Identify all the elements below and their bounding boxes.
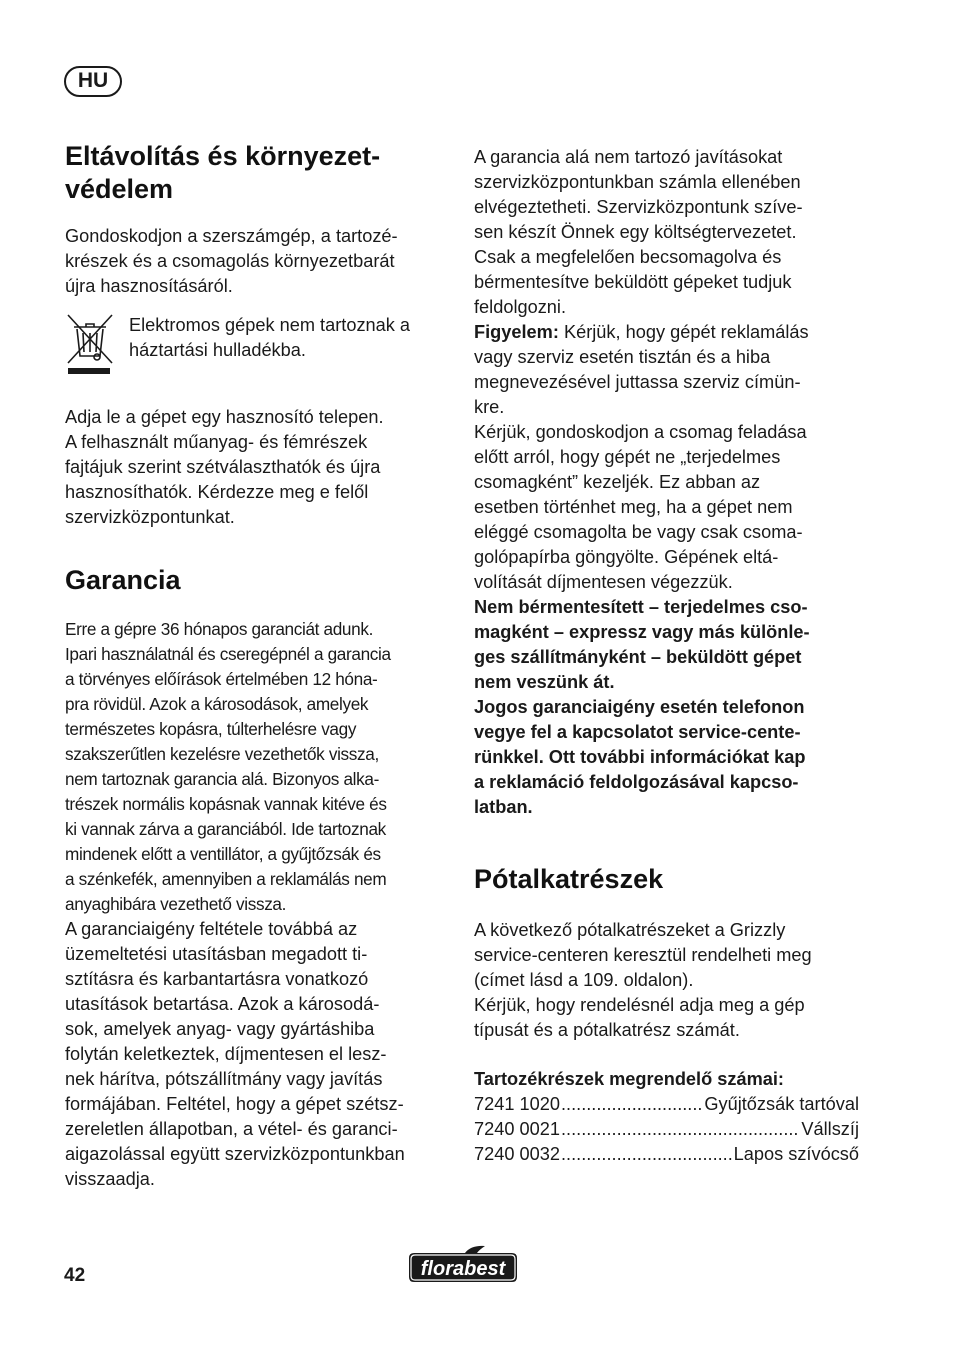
attention-text: Kérjük, hogy gépét reklamálás vagy szerviz esetén tisztán és a hiba megnevezésével juttassa szerviz címün- kre. [474, 322, 809, 417]
logo-text: florabest [420, 1258, 506, 1280]
warranty-paragraph-2: A garanciaigény feltétele továbbá az üzemeltetési utasításban megadott ti- sztításra és karbantartásra vonatkozó utasítások betartása. Azok a károsodá- sok, amelyek anyag- vagy gyártáshiba folytán keletkeztek, díjmentesen el lesz- nek hárítva, pótszállítmány vagy javítás formájában. Feltétel, hogy a gépet szétsz- zereletlen állapotban, a vétel- és garanci- aigazolással együtt szervizközpontunkban visszaadja. [65, 919, 405, 1189]
part-name: Gyűjtőzsák tartóval [704, 1094, 859, 1114]
page-number: 42 [64, 1265, 86, 1286]
attention-paragraph [474, 320, 859, 420]
part-number: 7240 0032 [474, 1144, 560, 1164]
part-number: 7240 0021 [474, 1119, 560, 1139]
paid-repair-paragraph: A garancia alá nem tartozó javításokat szervizközpontunkban számla ellenében elvégeztetheti. Szervizközpontunk szíve- sen készít Önnek egy költségtervezetet. Csak a megfelelően becsomagolva és bérmentesítve beküldött gépeket tudjuk feldolgozni. [474, 147, 803, 317]
florabest-logo [405, 1244, 521, 1288]
weee-notice [65, 313, 450, 377]
service-contact-note: Jogos garanciaigény esetén telefonon vegye fel a kapcsolatot service-cente- rünkkel. Ott további információkat kap a reklamáció feldolgozásával kapcso- latban. [474, 697, 806, 817]
part-name: Lapos szívócső [733, 1144, 859, 1164]
disposal-title: Eltávolítás és környezet- védelem [65, 141, 381, 204]
right-column [474, 145, 859, 1167]
part-row [474, 1092, 859, 1117]
leader-dots [561, 1092, 703, 1117]
leader-dots [561, 1142, 733, 1167]
parts-list [474, 1092, 859, 1167]
spare-parts-intro: A következő pótalkatrészeket a Grizzly service-centeren keresztül rendelheti meg (címet lásd a 109. oldalon). Kérjük, hogy rendelésnél adja meg a gép típusát és a pótalkatrész számát. [474, 920, 812, 1040]
language-badge: HU [64, 66, 122, 97]
leader-dots [561, 1117, 800, 1142]
weee-text: Elektromos gépek nem tartoznak a háztartási hulladékba. [129, 315, 411, 360]
left-column [65, 140, 450, 1192]
crossed-out-bin-icon [65, 313, 115, 377]
part-name: Vállszíj [801, 1119, 859, 1139]
part-number: 7241 1020 [474, 1094, 560, 1114]
warranty-title: Garancia [65, 565, 181, 595]
attention-label: Figyelem: [474, 322, 559, 342]
disposal-intro: Gondoskodjon a szerszámgép, a tartozé- krészek és a csomagolás környezetbarát újra hasznosításáról. [65, 226, 398, 296]
packaging-paragraph: Kérjük, gondoskodjon a csomag feladása előtt arról, hogy gépét ne „terjedelmes csomagként” kezeljék. Ez abban az esetben történhet meg, ha a gépet nem eléggé csomagolta be vagy csak csoma- golópapírba göngyölte. Gépének eltá- volítását díjmentesen végezzük. [474, 422, 807, 592]
part-row [474, 1142, 859, 1167]
unpaid-shipment-warning: Nem bérmentesített – terjedelmes cso- magként – expressz vagy más különle- ges szállítmányként – beküldött gépet nem veszünk át. [474, 597, 810, 692]
accessories-heading: Tartozékrészek megrendelő számai: [474, 1069, 784, 1089]
disposal-body: Adja le a gépet egy hasznosító telepen. A felhasznált műanyag- és fémrészek fajtájuk szerint szétválaszthatók és újra hasznosíthatók. Kérdezze meg e felől szervizközpontunkat. [65, 407, 384, 527]
spare-parts-title: Pótalkatrészek [474, 864, 664, 894]
warranty-paragraph-1: Erre a gépre 36 hónapos garanciát adunk. Ipari használatnál és cseregépnél a garancia a törvényes előírások értelmében 12 hóna- pra rövidül. Azok a károsodások, amelyek természetes kopásra, túlterhelésre vagy szakszerűtlen kezelésre vezethetők vissza, nem tartoznak garancia alá. Bizonyos alka- trészek normális kopásnak vannak kitéve és ki vannak zárva a garanciából. Ide tartoznak mindenek előtt a ventillátor, a gyűjtőzsák és a szénkefék, amennyiben a reklamálás nem anyaghibára vezethető vissza. [65, 619, 391, 914]
part-row [474, 1117, 859, 1142]
